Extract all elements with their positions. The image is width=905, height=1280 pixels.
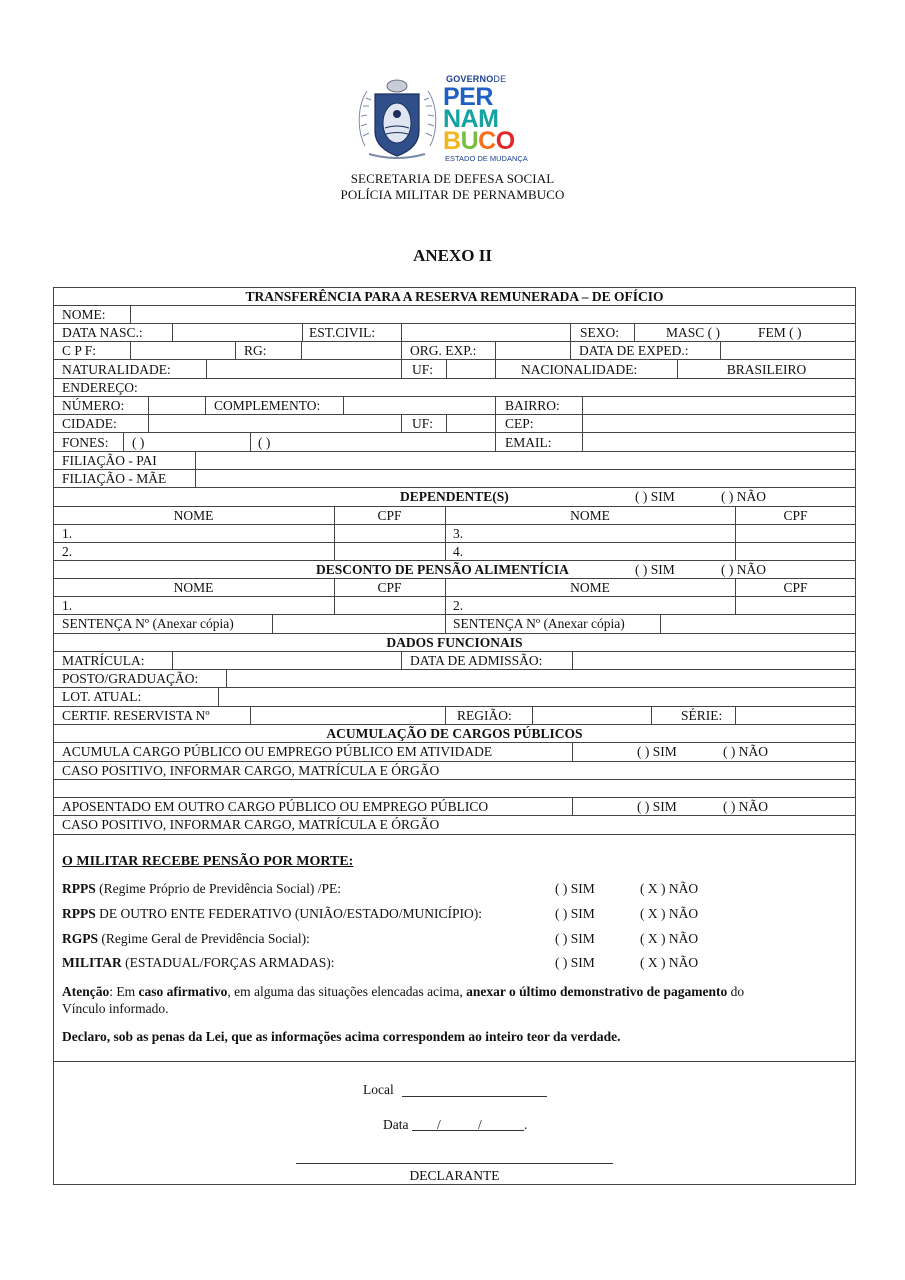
pensao-alimenticia-heading: DESCONTO DE PENSÃO ALIMENTÍCIA <box>316 562 569 577</box>
aposentado-nao-checkbox[interactable]: ( ) NÃO <box>723 799 768 814</box>
dependentes-col-nome-2: NOME <box>570 508 610 523</box>
data-line <box>412 1130 524 1131</box>
declarante-label: DECLARANTE <box>409 1168 500 1183</box>
government-logo <box>355 72 555 167</box>
certif-reservista-field[interactable] <box>251 707 444 724</box>
data-nasc-field[interactable] <box>173 324 301 341</box>
dependentes-heading: DEPENDENTE(S) <box>400 489 509 504</box>
bairro-field[interactable] <box>583 397 855 414</box>
rgps-nao-checkbox[interactable]: ( X ) NÃO <box>640 931 699 946</box>
dados-funcionais-heading: DADOS FUNCIONAIS <box>386 635 523 650</box>
rpps-pe-sim-checkbox[interactable]: ( ) SIM <box>555 881 595 896</box>
data-nasc-label: DATA NASC.: <box>62 325 143 340</box>
pensao-alimenticia-nao-checkbox[interactable]: ( ) NÃO <box>721 562 766 577</box>
pensao-1-nome[interactable]: 1. <box>62 598 73 613</box>
dependentes-col-cpf: CPF <box>377 508 402 523</box>
secretaria-heading: SECRETARIA DE DEFESA SOCIAL <box>350 171 555 186</box>
acumulacao-heading: ACUMULAÇÃO DE CARGOS PÚBLICOS <box>326 726 583 741</box>
fone-1-field[interactable]: ( ) <box>132 435 145 450</box>
regiao-field[interactable] <box>533 707 650 724</box>
data-exped-field[interactable] <box>721 342 855 359</box>
acumula-caso-positivo-label: CASO POSITIVO, INFORMAR CARGO, MATRÍCULA E ÓRGÃO <box>62 763 440 778</box>
sentenca-2-label: SENTENÇA Nº (Anexar cópia) <box>453 616 625 631</box>
nacionalidade-label: NACIONALIDADE: <box>521 362 638 377</box>
aposentado-caso-positivo-label: CASO POSITIVO, INFORMAR CARGO, MATRÍCULA E ÓRGÃO <box>62 817 440 832</box>
acumula-sim-checkbox[interactable]: ( ) SIM <box>637 744 677 759</box>
declaracao-text: Declaro, sob as penas da Lei, que as informações acima correspondem ao inteiro teor da verdade. <box>62 1029 621 1044</box>
acumula-detalhes-field[interactable] <box>54 780 855 797</box>
page-title: ANEXO II <box>413 246 492 265</box>
sexo-masc-checkbox[interactable]: MASC ( ) <box>666 325 721 340</box>
cep-label: CEP: <box>505 416 534 431</box>
naturalidade-label: NATURALIDADE: <box>62 362 171 377</box>
filiacao-pai-label: FILIAÇÃO - PAI <box>62 453 157 468</box>
pensao-morte-item: RGPS (Regime Geral de Previdência Social): <box>62 931 310 946</box>
endereco-label: ENDEREÇO: <box>62 380 138 395</box>
data-label: Data <box>383 1117 409 1132</box>
local-field[interactable] <box>402 1080 547 1096</box>
fones-label: FONES: <box>62 435 109 450</box>
filiacao-pai-field[interactable] <box>196 452 855 469</box>
rg-field[interactable] <box>302 342 400 359</box>
dependentes-nao-checkbox[interactable]: ( ) NÃO <box>721 489 766 504</box>
form-title: TRANSFERÊNCIA PARA A RESERVA REMUNERADA – DE OFÍCIO <box>245 289 664 304</box>
posto-graduacao-label: POSTO/GRADUAÇÃO: <box>62 671 199 686</box>
pensao-morte-item: MILITAR (ESTADUAL/FORÇAS ARMADAS): <box>62 955 335 970</box>
data-field[interactable] <box>412 1115 524 1130</box>
uf-cidade-label: UF: <box>412 416 434 431</box>
sexo-label: SEXO: <box>580 325 620 340</box>
email-label: EMAIL: <box>505 435 552 450</box>
dependente-1-nome[interactable]: 1. <box>62 526 73 541</box>
est-civil-field[interactable] <box>402 324 569 341</box>
militar-nao-checkbox[interactable]: ( X ) NÃO <box>640 955 699 970</box>
atencao-note: Atenção: Em caso afirmativo, em alguma das situações elencadas acima, anexar o último demonstrativo de pagamento do <box>62 984 745 999</box>
pensao-2-nome[interactable]: 2. <box>453 598 464 613</box>
bairro-label: BAIRRO: <box>505 398 560 413</box>
aposentado-question: APOSENTADO EM OUTRO CARGO PÚBLICO OU EMPREGO PÚBLICO <box>62 799 489 814</box>
rpps-pe-nao-checkbox[interactable]: ( X ) NÃO <box>640 881 699 896</box>
sentenca-1-label: SENTENÇA Nº (Anexar cópia) <box>62 616 234 631</box>
sentenca-1-field[interactable] <box>273 615 444 632</box>
lot-atual-label: LOT. ATUAL: <box>62 689 142 704</box>
est-civil-label: EST.CIVIL: <box>309 325 376 340</box>
naturalidade-field[interactable] <box>207 361 400 378</box>
pensao-col-cpf-2: CPF <box>783 580 808 595</box>
cidade-field[interactable] <box>149 415 400 432</box>
certif-reservista-label: CERTIF. RESERVISTA Nº <box>62 708 210 723</box>
sentenca-2-field[interactable] <box>661 615 855 632</box>
local-line <box>402 1096 547 1097</box>
aposentado-sim-checkbox[interactable]: ( ) SIM <box>637 799 677 814</box>
complemento-label: COMPLEMENTO: <box>214 398 321 413</box>
filiacao-mae-field[interactable] <box>196 470 855 487</box>
uf-label: UF: <box>412 362 434 377</box>
cep-field[interactable] <box>583 415 855 432</box>
militar-sim-checkbox[interactable]: ( ) SIM <box>555 955 595 970</box>
numero-label: NÚMERO: <box>62 398 125 413</box>
lot-atual-field[interactable] <box>219 688 855 705</box>
posto-graduacao-field[interactable] <box>227 670 855 687</box>
data-admissao-field[interactable] <box>573 652 855 669</box>
matricula-label: MATRÍCULA: <box>62 653 145 668</box>
rpps-outro-nao-checkbox[interactable]: ( X ) NÃO <box>640 906 699 921</box>
endereco-field[interactable] <box>150 379 855 396</box>
uf-field[interactable] <box>447 361 494 378</box>
atencao-note-line2: Vínculo informado. <box>62 1001 169 1016</box>
dependente-3-nome[interactable]: 3. <box>453 526 464 541</box>
pensao-morte-heading: O MILITAR RECEBE PENSÃO POR MORTE: <box>62 854 354 869</box>
dependente-4-nome[interactable]: 4. <box>453 544 464 559</box>
data-sep-2: / <box>478 1117 482 1132</box>
dependentes-col-cpf-2: CPF <box>783 508 808 523</box>
data-sep-1: / <box>437 1117 441 1132</box>
org-exp-field[interactable] <box>496 342 569 359</box>
rgps-sim-checkbox[interactable]: ( ) SIM <box>555 931 595 946</box>
rg-label: RG: <box>244 343 267 358</box>
serie-field[interactable] <box>736 707 855 724</box>
fone-2-field[interactable]: ( ) <box>258 435 271 450</box>
local-label: Local <box>363 1082 394 1097</box>
data-period: . <box>524 1117 528 1132</box>
signature-line[interactable] <box>296 1163 613 1164</box>
uf-cidade-field[interactable] <box>447 415 494 432</box>
numero-field[interactable] <box>149 397 204 414</box>
filiacao-mae-label: FILIAÇÃO - MÃE <box>62 471 167 486</box>
sexo-fem-checkbox[interactable]: FEM ( ) <box>758 325 802 340</box>
cpf-label: C P F: <box>62 343 97 358</box>
acumula-nao-checkbox[interactable]: ( ) NÃO <box>723 744 768 759</box>
pensao-morte-item: RPPS DE OUTRO ENTE FEDERATIVO (UNIÃO/ESTADO/MUNICÍPIO): <box>62 906 483 921</box>
cidade-label: CIDADE: <box>62 416 117 431</box>
nacionalidade-value: BRASILEIRO <box>726 362 807 377</box>
complemento-field[interactable] <box>344 397 494 414</box>
acumula-cargo-question: ACUMULA CARGO PÚBLICO OU EMPREGO PÚBLICO EM ATIVIDADE <box>62 744 493 759</box>
pensao-alimenticia-sim-checkbox[interactable]: ( ) SIM <box>635 562 675 577</box>
pensao-morte-item: RPPS (Regime Próprio de Previdência Social) /PE: <box>62 881 341 896</box>
email-field[interactable] <box>583 434 855 451</box>
org-exp-label: ORG. EXP.: <box>410 343 477 358</box>
governo-pernambuco-wordmark: GOVERNODE PER NAM BUCO ESTADO DE MUDANÇA <box>443 74 528 163</box>
regiao-label: REGIÃO: <box>457 708 512 723</box>
pensao-col-nome-2: NOME <box>570 580 610 595</box>
dependente-2-nome[interactable]: 2. <box>62 544 73 559</box>
cpf-field[interactable] <box>131 342 234 359</box>
dependentes-col-nome: NOME <box>173 508 214 523</box>
pensao-col-cpf: CPF <box>377 580 402 595</box>
nome-label: NOME: <box>62 307 106 322</box>
pernambuco-coat-of-arms-icon <box>355 76 440 161</box>
nome-field[interactable] <box>131 306 855 323</box>
rpps-outro-sim-checkbox[interactable]: ( ) SIM <box>555 906 595 921</box>
serie-label: SÉRIE: <box>681 708 723 723</box>
pensao-col-nome: NOME <box>173 580 214 595</box>
policia-heading: POLÍCIA MILITAR DE PERNAMBUCO <box>340 187 565 202</box>
matricula-field[interactable] <box>173 652 400 669</box>
data-admissao-label: DATA DE ADMISSÃO: <box>410 653 543 668</box>
data-exped-label: DATA DE EXPED.: <box>579 343 689 358</box>
dependentes-sim-checkbox[interactable]: ( ) SIM <box>635 489 675 504</box>
